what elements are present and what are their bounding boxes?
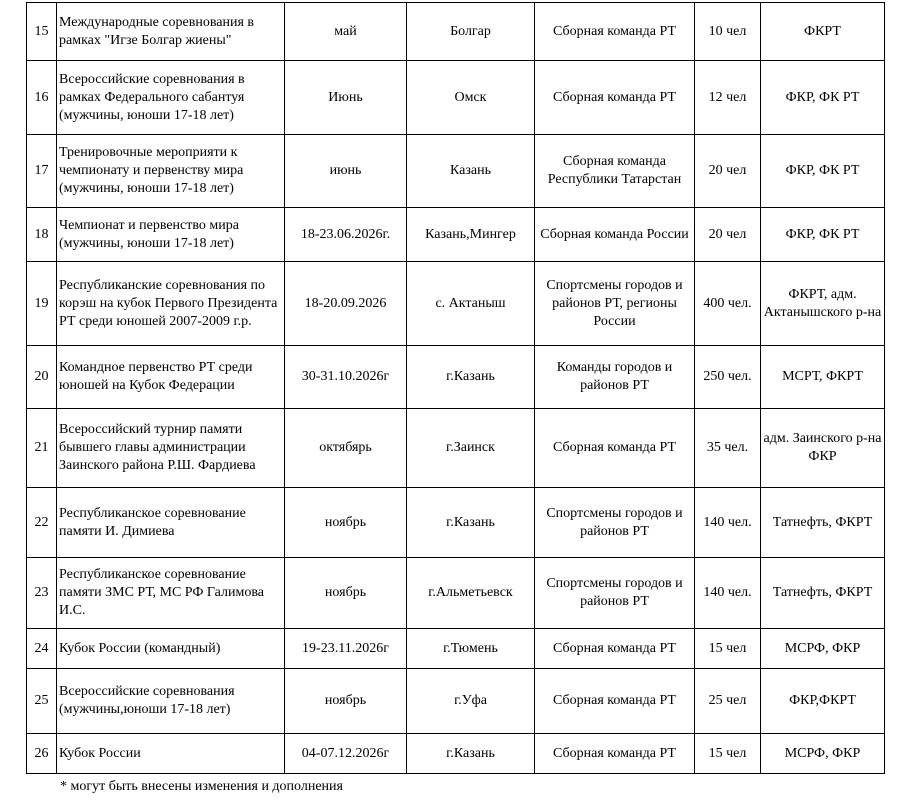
event-name: Кубок России: [57, 734, 285, 774]
event-participants: Сборная команда РТ: [535, 734, 695, 774]
participant-count: 140 чел.: [695, 488, 761, 558]
event-organizer: ФКРТ, адм. Актанышского р-на: [761, 262, 885, 346]
table-row: [27, 208, 885, 262]
event-participants: Команды городов и районов РТ: [535, 346, 695, 409]
table-row: [27, 61, 885, 135]
event-name: Всероссийский турнир памяти бывшего главы администрации Заинского района Р.Ш. Фардиева: [57, 409, 285, 488]
row-number: 25: [27, 669, 57, 734]
event-participants: Сборная команда РТ: [535, 629, 695, 669]
event-place: г.Казань: [407, 346, 535, 409]
event-date: 19-23.11.2026г: [285, 629, 407, 669]
table-row: [27, 409, 885, 488]
event-date: 30-31.10.2026г: [285, 346, 407, 409]
event-participants: Сборная команда России: [535, 208, 695, 262]
event-organizer: адм. Заинского р-на ФКР: [761, 409, 885, 488]
event-place: г.Тюмень: [407, 629, 535, 669]
table-row: [27, 669, 885, 734]
event-name: Международные соревнования в рамках "Игзе Болгар жиены": [57, 3, 285, 61]
table-row: [27, 558, 885, 629]
event-organizer: ФКР, ФК РТ: [761, 61, 885, 135]
event-place: Омск: [407, 61, 535, 135]
table-row: [27, 135, 885, 208]
row-number: 17: [27, 135, 57, 208]
row-number: 15: [27, 3, 57, 61]
event-place: с. Актаныш: [407, 262, 535, 346]
event-name: Всероссийские соревнования в рамках Федерального сабантуя (мужчины, юноши 17-18 лет): [57, 61, 285, 135]
event-organizer: ФКРТ: [761, 3, 885, 61]
event-name: Командное первенство РТ среди юношей на Кубок Федерации: [57, 346, 285, 409]
event-place: г.Альметьевск: [407, 558, 535, 629]
participant-count: 250 чел.: [695, 346, 761, 409]
event-place: г.Заинск: [407, 409, 535, 488]
table-row: [27, 629, 885, 669]
event-participants: Сборная команда Республики Татарстан: [535, 135, 695, 208]
event-participants: Сборная команда РТ: [535, 669, 695, 734]
row-number: 16: [27, 61, 57, 135]
event-date: ноябрь: [285, 669, 407, 734]
events-table: [26, 2, 885, 774]
event-participants: Спортсмены городов и районов РТ: [535, 488, 695, 558]
event-place: Казань: [407, 135, 535, 208]
participant-count: 12 чел: [695, 61, 761, 135]
event-name: Тренировочные мероприяти к чемпионату и первенству мира (мужчины, юноши 17-18 лет): [57, 135, 285, 208]
event-place: Болгар: [407, 3, 535, 61]
event-place: г.Казань: [407, 734, 535, 774]
participant-count: 25 чел: [695, 669, 761, 734]
row-number: 26: [27, 734, 57, 774]
event-date: Июнь: [285, 61, 407, 135]
event-name: Республиканское соревнование памяти ЗМС РТ, МС РФ Галимова И.С.: [57, 558, 285, 629]
participant-count: 20 чел: [695, 135, 761, 208]
participant-count: 10 чел: [695, 3, 761, 61]
event-date: ноябрь: [285, 558, 407, 629]
table-row: [27, 734, 885, 774]
event-date: июнь: [285, 135, 407, 208]
table-row: [27, 3, 885, 61]
event-organizer: МСРФ, ФКР: [761, 734, 885, 774]
event-place: г.Уфа: [407, 669, 535, 734]
row-number: 22: [27, 488, 57, 558]
event-place: г.Казань: [407, 488, 535, 558]
participant-count: 35 чел.: [695, 409, 761, 488]
event-organizer: ФКР, ФК РТ: [761, 135, 885, 208]
event-name: Республиканские соревнования по корэш на кубок Первого Президента РТ среди юношей 2007-2009 г.р.: [57, 262, 285, 346]
participant-count: 400 чел.: [695, 262, 761, 346]
event-place: Казань,Мингер: [407, 208, 535, 262]
event-date: 18-20.09.2026: [285, 262, 407, 346]
event-name: Всероссийские соревнования (мужчины,юноши 17-18 лет): [57, 669, 285, 734]
row-number: 18: [27, 208, 57, 262]
row-number: 19: [27, 262, 57, 346]
participant-count: 15 чел: [695, 629, 761, 669]
footnote: * могут быть внесены изменения и дополнения: [60, 779, 343, 794]
row-number: 21: [27, 409, 57, 488]
event-name: Чемпионат и первенство мира (мужчины, юноши 17-18 лет): [57, 208, 285, 262]
participant-count: 20 чел: [695, 208, 761, 262]
event-participants: Сборная команда РТ: [535, 61, 695, 135]
event-participants: Сборная команда РТ: [535, 3, 695, 61]
event-organizer: МСРФ, ФКР: [761, 629, 885, 669]
table-row: [27, 262, 885, 346]
table-row: [27, 346, 885, 409]
table-row: [27, 488, 885, 558]
row-number: 23: [27, 558, 57, 629]
event-date: 04-07.12.2026г: [285, 734, 407, 774]
event-participants: Спортсмены городов и районов РТ, регионы России: [535, 262, 695, 346]
event-organizer: ФКР, ФК РТ: [761, 208, 885, 262]
event-date: май: [285, 3, 407, 61]
row-number: 20: [27, 346, 57, 409]
event-date: 18-23.06.2026г.: [285, 208, 407, 262]
event-name: Республиканское соревнование памяти И. Димиева: [57, 488, 285, 558]
event-participants: Спортсмены городов и районов РТ: [535, 558, 695, 629]
event-date: октябярь: [285, 409, 407, 488]
participant-count: 15 чел: [695, 734, 761, 774]
event-participants: Сборная команда РТ: [535, 409, 695, 488]
event-organizer: Татнефть, ФКРТ: [761, 488, 885, 558]
event-organizer: ФКР,ФКРТ: [761, 669, 885, 734]
event-date: ноябрь: [285, 488, 407, 558]
event-organizer: Татнефть, ФКРТ: [761, 558, 885, 629]
row-number: 24: [27, 629, 57, 669]
event-organizer: МСРТ, ФКРТ: [761, 346, 885, 409]
participant-count: 140 чел.: [695, 558, 761, 629]
event-name: Кубок России (командный): [57, 629, 285, 669]
